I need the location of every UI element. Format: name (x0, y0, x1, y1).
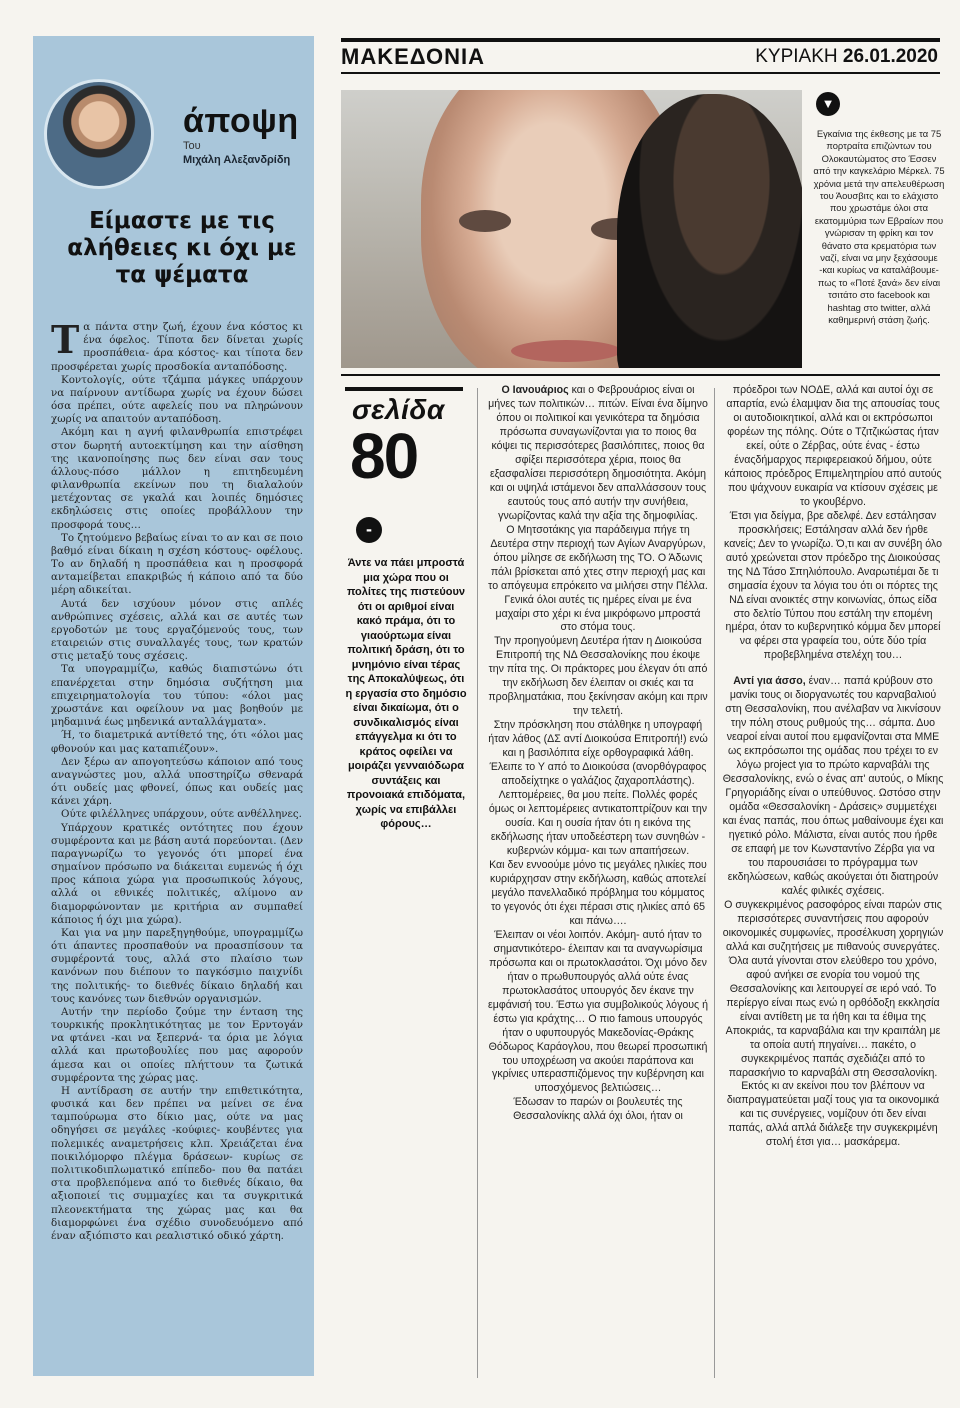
viewer-silhouette (617, 94, 802, 368)
column-paragraph: Όλα αυτά γίνονται στον ελεύθερο του χρόνο, αφού ανήκει σε ενορία του νομού της Θεσσαλονίκης και λειτουργεί σε ιερό ναό. Το περίεργο είναι πως ενώ η ορθόδοξη εκκλησία είναι αντίθετη με τα ήθη και τα έθιμα της Αποκριάς, τα καρναβάλια και την κραιπάλη με τα οποία αυτή πηγαίνει… πακέτο, ο συγκεκριμένος παπάς σχεδιάζει από το παρασκήνιο το καρναβάλι στη Θεσσαλονίκη. (725, 954, 941, 1079)
drop-cap: Τ (51, 317, 80, 362)
column-divider (714, 388, 715, 1378)
newspaper-name: ΜΑΚΕΔΟΝΙΑ (341, 44, 485, 69)
opinion-paragraph: Κοντολογίς, ούτε τζάμπα μάγκες υπάρχουν να παίρνουν αντίδωρα χωρίς να έχουν δώσει όσα πρέπει, ούτε αφελείς που να πληρώνουν χωρίς να απαιτούν ανταπόδοση. (51, 373, 303, 426)
issue-day: ΚΥΡΙΑΚΗ (755, 46, 838, 67)
opinion-paragraph: Ακόμη και η αγνή φιλανθρωπία επιστρέφει στον δωρητή αυτοεκτίμηση και την αίσθηση της ικανοποίησης πως δεν είναι σαν τους άλλους-πόσο μάλλον η επιτηδευμένη φιλανθρωπία εκείνων που τη διαλαλούν μετέχοντας σε γκαλά και λοιπές δημόσιες εκδηλώσεις στις οποίες προβάλλουν την προσφορά τους… (51, 426, 303, 531)
column-two-lead: Ο Ιανουάριος (501, 384, 569, 396)
author-name: Μιχάλη Αλεξανδρίδη (183, 154, 291, 166)
opinion-paragraph: α πάντα στην ζωή, έχουν ένα κόστος κι ένα όφελος. Τίποτα δεν δίνεται χωρίς προσπάθεια- άρα κόστος- και τίποτα δεν προσφέρεται χωρίς προσδοκία ανταπόδοσης. (51, 321, 303, 373)
by-label: Του (183, 140, 201, 152)
column-paragraph: πρόεδροι των ΝΟΔΕ, αλλά και αυτοί όχι σε απαρτία, ενώ έλαμψαν δια της απουσίας τους οι αυτοδιοικητικοί, αλλά και οι εκπρόσωποι φορέων της πόλης. Ούτε ο Τζιτζικώστας ήταν εκεί, ούτε ο Ζέρβας, ούτε ένας - έστω έναςδήμαρχος περιφερειακού δήμου, ούτε κάποιος πρόεδρος Επιμελητηρίου από αυτούς που ψάχνουν ευκαιρία να κτίσουν σχέσεις με το γκουβέρνο. (724, 384, 942, 508)
selida-label: σελίδα (352, 394, 445, 425)
opinion-paragraph: Το ζητούμενο βεβαίως είναι το αν και σε ποιο βαθμό είναι δίκαιη η σχέση κόστους- οφέλους. Το αν δηλαδή η προσπάθεια και η προσφορά ανταμείβεται επακριβώς ή κάποιο από τα δύο μέρη αδικείται. (51, 531, 303, 597)
column-paragraph: και ο Φεβρουάριος είναι οι μήνες των πολιτικών… πιτών. Είναι ένα δίμηνο όπου οι πολιτικοί και γενικότερα τα δημόσια πρόσωπα συναγωνίζονται για το ποιος θα κόψει τις περισσότερες βασιλόπιτες, ποιος θα σφίξει περισσότερα χέρια, ποιος θα εξασφαλίσει περισσότερη δημοσιότητα. Ακόμη και οι υψηλά ιστάμενοι δεν απαλλάσσουν τους εαυτούς τους από αυτήν την συνήθεια, γνωρίζοντας καλά την αξία της δημοφιλίας. (488, 384, 708, 522)
column-paragraph: Ο Μητσοτάκης για παράδειγμα πήγε τη Δευτέρα στην περιοχή των Αγίων Αναργύρων, όπου μίλησε σε εκδήλωση της ΤΟ. Ο Άδωνις πάλι βρίσκεται από χτες στην περιοχή μας και το απόγευμα επρόκειτο να μιλήσει στην Πέλλα. Γενικά όλοι αυτές τις ημέρες είναι με ένα μαχαίρι στο χέρι κι ένα μικρόφωνο μπροστά στο στόμα τους. (488, 523, 708, 634)
column-paragraph: Έλειπαν οι νέοι λοιπόν. Ακόμη- αυτό ήταν το σημαντικότερο- έλειπαν και τα αναγνωρίσιμα πρόσωπα και οι πρωτοκλασάτοι. Όχι μόνο δεν ήταν ο πρωθυπουργός αλλά ούτε ένας πρωτοκλασάτος υπουργός δεν έκανε την εμφάνισή του. Έστω για συμβολικούς λόγους ή έστω για κράχτης… Ο πιο famous υπουργός ήταν ο υφυπουργός Μακεδονίας-Θράκης Θόδωρος Καράογλου, που θεωρεί προσωπική του υποχρέωση να ακούει παράπονα και γκρίνιες υπερασπιζόμενος την κυβέρνηση και υποσχόμενος βελτιώσεις… (488, 928, 708, 1095)
selida-number: 80 (350, 420, 418, 492)
column-three-lead: Αντί για άσσο, (733, 675, 806, 688)
column-paragraph: Λεπτομέρειες, θα μου πείτε. Πολλές φορές όμως οι λεπτομέρειες αντικατοπτρίζουν και την ουσία. Και η ουσία ήταν ότι η εικόνα της εκδήλωσης ήταν υποδεέστερη των συνηθών - κυβερνών κόμμα- και των απαιτήσεων. (488, 789, 708, 857)
photo-rule (341, 374, 940, 376)
column-three (722, 384, 944, 1150)
opinion-paragraph: Αυτήν την περίοδο ζούμε την ένταση της τουρκικής προκλητικότητας με τον Ερντογάν να φτάνει -και να ξεπερνά- τα όρια με λόγια αλλά και πρωτοβουλίες που μας αφορούν άμεσα και οι οποίες πλήττουν τα ζωτικά συμφέροντα της χώρας μας. (51, 1005, 303, 1084)
opinion-paragraph: Υπάρχουν κρατικές οντότητες που έχουν συμφέροντα και με βάση αυτά πορεύονται. (Δεν παραγνωρίζω το γεγονός ότι μπορεί ένα σημαίνον πρόσωπο να διάκειται ευμενώς ή όχι προς κάποια χώρα για προσωπικούς λόγους, αλλά οι εθνικές πολιτικές, αλίμονο αν διαμορφώνονταν με κριτήρια αν συμπαθεί κάποιος ή όχι μια χώρα). (51, 821, 303, 926)
opinion-title: Είμαστε με τις αλήθειες κι όχι με τα ψέματα (67, 208, 297, 289)
issue-date-number: 26.01.2020 (842, 46, 938, 67)
column-paragraph: Ο συγκεκριμένος ρασοφόρος είναι παρών στις περισσότερες συναντήσεις που αφορούν οικονομικές συμφωνίες, προσέλκυση χορηγιών αλλά και συζητήσεις με πιθανούς συνεργάτες. (722, 898, 944, 953)
column-two (488, 384, 708, 1124)
selida-rule (345, 387, 463, 391)
opinion-paragraph: Η αντίδραση σε αυτήν την επιθετικότητα, φυσικά και δεν πρέπει να μείνει σε ένα ταμπούρωμα στο δίκιο μας, ούτε να μας οδηγήσει σε μεγάλες -κούφιες- κουβέντες για πολεμικές αναμετρήσεις κλπ. Χρειάζεται ένα ποικιλόμορφο πλέγμα δράσεων- κυρίως σε πολιτικοδιπλωματικό επίπεδο- που θα πατάει στα προβλεπόμενα από το διεθνές δίκαιο, θα αξιοποιεί τις συμμαχίες και τα συγκριτικά πλεονεκτήματα της χώρας μας και θα διαμορφώνει ένα σχέδιο συνοδευόμενο από έναν αξιόπιστο και ρεαλιστικό οδικό χάρτη. (51, 1084, 303, 1242)
issue-date (755, 46, 938, 68)
opinion-paragraph: Τα υπογραμμίζω, καθώς διαπιστώνω ότι επανέρχεται στην δημόσια συζήτηση μια επιχειρηματολογία του τύπου: «όλοι μας χρωστάνε και οφείλουν να μας βοηθούν με μηδαμινά έως μηδενικά ανταλλάγματα». (51, 663, 303, 729)
column-paragraph: Έδωσαν το παρών οι βουλευτές της Θεσσαλονίκης αλλά όχι όλοι, ήταν οι (513, 1096, 683, 1123)
portrait-mouth (511, 340, 621, 362)
news-photo (341, 90, 802, 368)
opinion-column (33, 36, 314, 1376)
section-heading: άποψη (183, 102, 299, 140)
column-paragraph: Και δεν εννοούμε μόνο τις μεγάλες ηλικίες που κυριάρχησαν στην εκδήλωση, καθώς αποτελεί μεγάλο πανελλαδικό πρόβλημα του κόμματος το γεγονός ότι έχει πέρασι στις ηλικίες από 65 και πάνω…. (489, 858, 707, 927)
masthead-rule (341, 72, 940, 74)
column-divider (477, 388, 478, 1378)
opinion-paragraph: Και για να μην παρεξηγηθούμε, υπογραμμίζω ότι άπαντες προσπαθούν να προασπίσουν τα συμφέροντά τους, αλλά στο πλαίσιο των κανόνων που διέπουν το παγκόσμιο παιχνίδι της πολιτικής- το διεθνές δίκαιο δηλαδή και τους κανόνες των διεθνών οργανισμών. (51, 926, 303, 1005)
column-paragraph: έναν… παπά κρύβουν στο μανίκι τους οι διοργανωτές του καρναβαλιού στη Θεσσαλονίκη, που ανέλαβαν να λικνίσουν την πόλη στους ρυθμούς της… σάμπα. Δυο νεαροί είναι αυτοί που εμφανίζονται στα ΜΜΕ ως εκπρόσωποι της ομάδας που τρέχει το εν λόγω project για το πρώτο καρναβάλι της Θεσσαλονίκης, ενώ ο ένας απ' αυτούς, ο Μίκης Γρηγοριάδης είναι ο υπεύθυνος. Ωστόσο στην ομάδα «Θεσσαλονίκη - Δράσεις» συμμετέχει και ένας παπάς, που όπως μαθαίνουμε έχει και ηγετικό ρόλο. Μάλιστα, είναι αυτός που ήρθε σε επαφή με τον Κωνσταντίνο Ζέρβα για να του παρουσιάσει το πρόγραμμα των εκδηλώσεων, καθώς ακούγεται ότι διατηρούν καλές φιλικές σχέσεις. (722, 675, 944, 897)
column-paragraph: Εκτός κι αν εκείνοι που τον βλέπουν να διαπραγματεύεται μαζί τους για τα οικονομικά και τις συνέργειες, νομίζουν ότι δεν είναι παπάς, αλλά απλά διάλεξε την συγκεκριμένη στολή έτσι για… μασκάρεμα. (726, 1080, 940, 1149)
masthead-top-rule (341, 38, 940, 42)
opinion-body (51, 317, 303, 1243)
minus-icon: - (356, 517, 382, 543)
selida-text: Άντε να πάει μπροστά μια χώρα που οι πολίτες της πιστεύουν ότι οι αριθμοί είναι κακό πράμα, ότι το γιαούρτωμα είναι πολιτική δράση, ότι το μνημόνιο είναι τέρας της Αποκαλύψεως, ότι η εργασία στο δημόσιο είναι δικαίωμα, ότι ο συνδικαλισμός είναι επάγγελμα κι ότι το κράτος οφείλει να μοιράζει γενναιόδωρα συντάξεις και προνοιακά επιδόματα, χωρίς να επιβάλλει φόρους… (345, 557, 467, 831)
author-avatar (47, 82, 151, 186)
opinion-paragraph: Αυτά δεν ισχύουν μόνον στις απλές ανθρώπινες σχέσεις, αλλά και σε αυτές των εργοδοτών με τους εργαζόμενούς τους, των εταιρειών στις συναλλαγές τους, των κρατών στις μεταξύ τους σχέσεις. (51, 597, 303, 663)
opinion-paragraph: Ή, το διαμετρικά αντίθετό της, ότι «όλοι μας φθονούν και μας καταπιέζουν». (51, 729, 303, 755)
portrait-eye (459, 210, 511, 232)
photo-caption: Εγκαίνια της έκθεσης με τα 75 πορτραίτα επιζώντων του Ολοκαυτώματος στο Έσσεν από την καγκελάριο Μέρκελ. 75 χρόνια μετά την απελευθέρωση του Άουσβιτς και το ελάχιστο που χρωστάμε όλοι στα εκατομμύρια των Εβραίων που γνώρισαν τη φρίκη και τον θάνατο στα κρεματόρια των ναζί, είναι να μην ξεχάσουμε -και κυρίως να καταλάβουμε- πως το «Ποτέ ξανά» δεν είναι τσιτάτο στο facebook και hashtag στο twitter, αλλά καθημερινή στάση ζωής. (813, 128, 945, 326)
caption-arrow-icon: ▼ (816, 92, 840, 116)
opinion-paragraph: Δεν ξέρω αν απογοητεύσω κάποιον από τους αναγνώστες μου, αλλά υποστηρίζω σθεναρά ότι ουδείς μας φθονεί, όπως και ουδείς μας κάνει χάρη. (51, 755, 303, 808)
column-paragraph: Την προηγούμενη Δευτέρα ήταν η Διοικούσα Επιτροπή της ΝΔ Θεσσαλονίκης που έκοψε την πίτα της. Οι πράκτορες μου έλεγαν ότι από την εκδήλωση δεν έλειπαν οι σκιές και τα προβληματάκια, που ξεκίνησαν ακόμη και πριν την τελετή. (488, 635, 708, 718)
opinion-paragraph: Ούτε φιλέλληνες υπάρχουν, ούτε ανθέλληνες. (61, 808, 302, 821)
column-paragraph: Έτσι για δείγμα, βρε αδελφέ. Δεν εστάλησαν προσκλήσεις; Εστάλησαν αλλά δεν ήρθε κανείς; Δεν το γνωρίζω. Ό,τι και αν συνέβη όλο αυτό χρεώνεται στον πρόεδρο της Διοικούσας της ΝΔ Τάσο Σπηλιόπουλο. Αναρωτιέμαι δε τι σημασία έχουν τα λόγια του ότι οι πόρτες της ΝΔ είναι ανοικτές στην κοινωνίας, όπως είδα στο δελτίο Τύπου που εστάλη την επομένη ημέρα, όταν το κυβερνητικό κόμμα δεν μπορεί να φέρει στα γραφεία του, ούτε δύο τρία προβεβλημένα στελέχη του… (724, 509, 942, 662)
column-paragraph: Στην πρόσκληση που στάλθηκε η υπογραφή ήταν λάθος (ΔΣ αντί Διοικούσα Επιτροπή!) ενώ και η βασιλόπιτα είχε ορθογραφικά λάθη. Έλειπε το Υ από το Διοικούσα (ανορθόγραφος αποδείχτηκε ο γαλάζιος ζαχαροπλάστης). (488, 719, 708, 788)
